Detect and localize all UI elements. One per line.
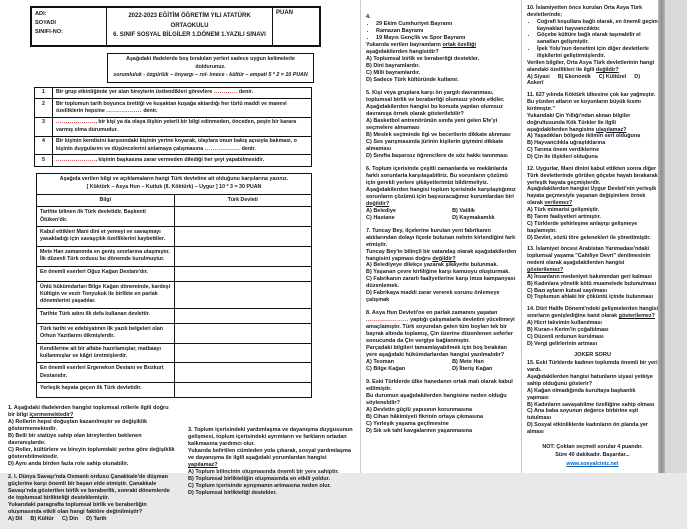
question-15 (527, 360, 658, 435)
fill-row-number: 3 (35, 117, 53, 136)
matching-info-cell: En önemli eserleri Ergenekon Destanı ve Bozkurt Destanıdır. (37, 363, 175, 383)
question-7 (366, 228, 517, 305)
option: D) Sadece Türk kültüründe kutlanır. (366, 76, 459, 83)
option: A) Hicri takvimin kullanılması (527, 319, 602, 326)
question-number: 10. İslamiyetten önce kurulan Orta Asya Türk devletlerinde; (527, 5, 643, 18)
bullet-item: • Coğrafi koşullara bağlı olarak, en önemli geçim kaynakları hayvancılıktır. (537, 19, 658, 33)
question-bullets (366, 21, 517, 42)
question-lead: 3. Toplum içerisindeki yardımlaşma ve dayanışma duygusunun gelişmesi, toplum içerisindeki ayrımların ve farkların ortadan kalkmasına yardımcı olur. (188, 427, 353, 448)
option: C) Türklerde şehirleşme anlayışı gelişmeye başlamıştır. (527, 220, 638, 234)
question-2 (8, 474, 176, 523)
bullet-item: • İpek Yolu'nun denetimi için diğer devletlerle ilişkilerini geliştirmişlerdir. (537, 46, 658, 60)
name-label: ADI: (35, 11, 47, 17)
question-stem: 1. Aşağıdaki ifadelerden hangisi toplumsal rollerle ilgili doğru bir bilgi içermemektedir? (8, 405, 169, 419)
option: C) Düzenli ordunun kurulması (527, 333, 604, 340)
option: A) Devletin güçlü yapısının korunmasına (366, 407, 473, 414)
question-1 (8, 405, 176, 468)
matching-row (37, 323, 312, 343)
footer-note-line1: NOT: Çoktan seçmeli sorular 4 puandır. (542, 443, 643, 450)
question-number: 4. (366, 14, 371, 20)
option: C) Tarıma önem verdiklerine (527, 147, 600, 154)
matching-answer-cell (174, 323, 312, 343)
exam-title-line2: 6. SINIF SOSYAL BİLGİLER 1.DÖNEM 1.YAZILI SINAVI (113, 32, 266, 39)
option: B) Kültür (30, 515, 54, 522)
question-9 (366, 379, 517, 435)
matching-header-row (37, 194, 312, 206)
option: B) Toplumsal birlikteliğin oluşmasında en etkili yoldur. (188, 476, 331, 483)
option: C) Fabrikanın zararlı faaliyetlerine karşı imza kampanyası düzenlemek. (366, 276, 516, 290)
question-options (527, 74, 658, 88)
matching-info-cell: Tarihte bilinen ilk Türk devletidir. Başkenti Ötüken'dir. (37, 207, 175, 227)
option: D) Toplumun ahlaki bir çöküntü içinde bulunması (527, 294, 653, 301)
matching-answer-cell (174, 266, 312, 281)
option: C) Bazı ayların kutsal sayılması (527, 287, 607, 294)
matching-row (37, 266, 312, 281)
fill-row-text: Bir toplumun tarih boyunca ürettiği ve kuşaktan kuşağa aktardığı her türlü maddi ve manevi özelliklerin hepsine .................. denir. (53, 99, 312, 118)
matching-info-cell: Kabul ettikleri Mani dini et yemeyi ve savaşmayı yasakladığı için savaşçılık özelliklerini kaybettiler. (37, 226, 175, 246)
option: A) Türk mimarisi gelişmiştir. (527, 207, 600, 214)
exam-column-1 (8, 6, 357, 529)
option: D) Devlet, sözlü töre gelenekleri ile yönetilmiştir. (527, 234, 651, 241)
question-8 (366, 310, 517, 373)
option: D) Aynı anda birden fazla role sahip olunabilir. (8, 461, 129, 468)
fill-row-number: 5 (35, 155, 53, 166)
question-13 (527, 246, 658, 301)
question-stem: Yukarıdaki Çin Yıllığı'ndan alınan bilgiler doğrultusunda Kök Türkler ile ilgili aşağıdakilerden hangisine ulaşılamaz? (527, 112, 631, 133)
fill-instruction-box (107, 53, 314, 83)
option: A) Belediye (366, 207, 396, 214)
question-row-1-3 (8, 405, 357, 529)
question-stem: Yukarıdaki paragrafta toplumsal birlik ve beraberliğin oluşmasında etkili olan hangi faktöre değinilmiştir? (8, 502, 147, 515)
matching-row (37, 363, 312, 383)
fill-row-text: Bir kişinin kendisini karşısındaki kişinin yerine koyarak, olaylara onun bakış açısıyla bakması, o kişinin duygularını ve düşüncelerini anlamaya çalışmasına .................. denir. (53, 136, 312, 155)
option: D) Fabrikaya maddi zarar vererek sorunu önlemeye çalışmak (366, 290, 500, 304)
question-11 (527, 92, 658, 161)
question-stem: Bu durumun aşağıdakilerden hangisine neden olduğu söylenebilir? (366, 393, 507, 407)
matching-info-cell: Yerleşik hayata geçen ilk Türk devletidir. (37, 383, 175, 398)
question-4 (366, 14, 517, 84)
fill-row (35, 117, 312, 136)
column-divider-1 (360, 0, 361, 473)
option: D) Toplumsal birlikteliği destekler. (188, 490, 277, 497)
question-lead: 15. Eski Türklerde kadının toplumda önemli bir yeri vardı. (527, 360, 658, 374)
question-subcolumn-right (188, 405, 356, 529)
option: D) Vergi gelirlerinin artması (527, 340, 598, 347)
option: B) Mete Han (452, 359, 484, 366)
fill-row-text: Bir grup etkinliğinde yer alan bireylerin üstlendikleri görevlere ............ denir. (53, 87, 312, 98)
question-lead: 5. Kişi veya gruplara karşı ön yargılı davranması, toplumsal birlik ve beraberliği olumsuz yönde etkiler. (366, 89, 505, 103)
question-options (366, 359, 517, 373)
option: C) Ses yarışmasında jürinin kişilerin giyimini dikkate almaması (366, 138, 504, 152)
question-10 (527, 5, 658, 87)
question-subcolumn-left (8, 405, 176, 529)
score-label: PUAN (276, 10, 294, 16)
fill-table (34, 87, 312, 167)
question-stem: 13. İslamiyet öncesi Arabistan Yarımadası'ndaki toplumsal yaşama "Cahiliye Devri" denilmesinin nedeni olarak aşağıdakilerden hangisi gösterilemez? (527, 246, 651, 273)
page-outer-background (665, 0, 687, 473)
fill-row-number: 4 (35, 136, 53, 155)
option: D) İlteriş Kağan (452, 366, 493, 373)
exam-column-2 (366, 14, 517, 441)
option: C) Hastane (366, 214, 395, 221)
question-lead: 12. Uygurlar, Mani dinini kabul ettikten sonra diğer Türk devletlerinde görülen göçebe hayatı bırakarak yerleşik hayata geçmişlerdir. (527, 165, 658, 186)
fill-row (35, 136, 312, 155)
option: D) Sık sık taht kavgalarının yaşanmasına (366, 428, 473, 435)
matching-word-bank: [ Köktürk – Asya Hun – Kutluk (II. Köktürk) – Uygur ] 10 * 3 = 30 PUAN (86, 183, 262, 190)
option: B) Hayvancılıkla uğraştıklarına (527, 140, 606, 147)
option: D) Tarih (86, 515, 107, 522)
student-info-cell (32, 8, 107, 45)
fill-row-number: 1 (35, 87, 53, 98)
question-options (8, 516, 176, 523)
option: B) Belli bir statüye sahip olan bireylerden beklenen davranışlardır. (8, 433, 142, 447)
question-stem: Parçadaki bilgileri tamamlayabilmek için boş bırakılan yere aşağıdaki hükümdarlardan hangisi yazılmalıdır? (366, 345, 507, 359)
exam-column-3 (527, 5, 658, 469)
matching-answer-cell (174, 383, 312, 398)
matching-row (37, 246, 312, 266)
matching-instruction: Aşağıda verilen bilgi ve açıklamaların hangi Türk devletine ait olduğunu karşılarına yazınız. (59, 175, 289, 182)
bullet-item: • Ramazan Bayramı (376, 28, 517, 35)
option: B) Ekonomik (557, 73, 591, 80)
bullet-item: • 19 Mayıs Gençlik ve Spor Bayramı (376, 35, 517, 42)
matching-info-cell: Kendilerine ait bir alfabe hazırlamışlar, matbaayı kullanmışlar ve kâğıt üretmişlerdir. (37, 343, 175, 363)
question-stem: Verilen bilgiler, Orta Asya Türk devletlerinin hangi alandaki özellikleri ile ilgili değildir? (527, 59, 655, 73)
question-stem: Tuncay Bey'in bilinçli bir vatandaş olarak aşağıdakilerden hangisini yapması doğru değildir? (366, 248, 517, 262)
option: A) Siyasi (527, 73, 550, 80)
question-14 (527, 306, 658, 347)
option: B) Dini bayramlardır. (366, 62, 420, 69)
surname-label: SOYADI (35, 19, 56, 26)
matching-answer-cell (174, 281, 312, 308)
question-lead: 7. Tuncay Bey, ilçelerine kurulan yeni fabrikanın atıklarından dolayı ilçede bulunan nehrin kirlendiğini fark etmiştir. (366, 227, 516, 248)
question-list-right (527, 5, 658, 436)
matching-row (37, 207, 312, 227)
option: B) Meslek seçiminde ilgi ve becerilerin dikkate alınması (366, 131, 511, 138)
fill-row (35, 87, 312, 98)
matching-info-cell: Ünlü hükümdarları Bilge Kağan döneminde, kardeşi Kültigin ve vezir Tonyukuk ile birlikte en parlak dönemlerini yaşadılar. (37, 281, 175, 308)
matching-col-answer: Türk Devleti (174, 194, 312, 206)
matching-col-info: Bilgi (37, 194, 175, 206)
matching-answer-cell (174, 308, 312, 323)
option: D) Askerî (527, 73, 640, 87)
exam-header-table (30, 6, 321, 47)
option: A) Dil (8, 515, 23, 522)
fill-row (35, 99, 312, 118)
fill-row-number: 2 (35, 99, 53, 118)
option: A) İnsanların medeniyet bakımından geri kalması (527, 273, 652, 280)
question-6 (366, 166, 517, 222)
page-edge-shadow (658, 0, 665, 473)
question-stem: Aşağıdakilerden hangisi toplum içerisinde karşılaştığımız sorunların çözümü için başvuracağımız kurumlardan biri değildir? (366, 186, 516, 207)
question-stem: Aşağıdakilerden hangisi hatunların siyasi yetkiye sahip olduğunu gösterir? (527, 374, 653, 387)
question-lead: 9. Eski Türklerde ülke hanedanın ortak malı olarak kabul edilmiştir. (366, 379, 513, 393)
option: A) Toplum bilincinin oluşmasında önemli bir yere sahiptir. (188, 469, 339, 476)
matching-info-cell: Mete Han zamanında en geniş sınırlarına ulaşmıştır. İlk düzenli Türk ordusu bu dönemde kurulmuştur. (37, 246, 175, 266)
option: B) Valilik (452, 207, 475, 214)
matching-title-cell (37, 173, 312, 194)
footer-website-link[interactable]: www.sosyalciniz.net (566, 461, 619, 468)
class-label: SINIFI-NO: (35, 28, 63, 35)
matching-answer-cell (174, 207, 312, 227)
matching-row (37, 281, 312, 308)
option: A) Toplumsal birlik ve beraberliği destekler. (366, 55, 480, 62)
joker-heading: JOKER SORU (574, 352, 611, 359)
question-12 (527, 166, 658, 241)
matching-answer-cell (174, 363, 312, 383)
question-options (366, 208, 517, 222)
option: A) Kağan olmadığında kurultaya başkanlık yapması (527, 387, 636, 401)
bullet-item: • Göçebe kültüre bağlı olarak taşınabilir el sanatları gelişmiştir. (537, 32, 658, 46)
question-5 (366, 90, 517, 160)
option: B) Yaşanan çevre kirliliğine karşı kamuoyu oluşturmak. (366, 269, 510, 276)
score-cell (272, 8, 319, 45)
bullet-item: • 29 Ekim Cumhuriyet Bayramı (376, 21, 517, 28)
matching-answer-cell (174, 343, 312, 363)
option: A) Teoman (366, 359, 395, 366)
fill-row-text: ...................., kişinin başkasına zarar vermeden dilediği her şeyi yapabilmesidir. (53, 155, 312, 166)
matching-answer-cell (174, 226, 312, 246)
question-lead: 8. Asya Hun Devleti'ne en parlak zamanını yaşatan ..................... yaptığı çalışmalarla devletini yüceltmeyi amaçlamıştır. Türk soyundan gelen tüm boyları tek bir bayrak altında toplamış, Çin üzerine düzenlenen seferler sonucunda da Çin vergiye bağlanmıştır. (366, 310, 515, 345)
option: D) Çin ile ilişkileri olduğuna (527, 154, 598, 161)
option: A) Belediyeye dilekçe yazarak şikâyette bulunmak. (366, 262, 499, 269)
question-3 (188, 427, 356, 497)
option: B) Kadınların savaşabilme özelliğine sahip olması (527, 401, 655, 408)
option: C) Bilge Kağan (366, 366, 406, 373)
matching-table (36, 173, 312, 398)
question-stem: Yukarıda belirtilen cümleden yola çıkarak, sosyal yardımlaşma ve dayanışma ile ilgili aşağıdaki yorumlardan hangisi yapılamaz? (188, 448, 351, 469)
option: B) Kadınlara yönelik kötü muamelede bulunulması (527, 280, 657, 287)
option: A) Rollerin hepsi doğuştan kazanılmıştır ve değişiklik göstermemektedir. (8, 419, 148, 433)
option: B) Kuran-ı Kerim'in çoğaltılması (527, 326, 609, 333)
option: C) Milli bayramlardır. (366, 69, 421, 76)
footer-note-line2: Süre 40 dakikadır. Başarılar... (555, 452, 630, 459)
option: D) Kaymakamlık (452, 214, 495, 221)
matching-title-row (37, 173, 312, 194)
option: A) Yaşadıkları bölgede iklimin sert olduğuna (527, 133, 641, 140)
exam-title-line1: 2022-2023 EĞİTİM ÖĞRETİM YILI ATATÜRK ORTAOKULU (128, 13, 251, 29)
option: C) Kültürel (598, 73, 627, 80)
matching-answer-cell (174, 246, 312, 266)
matching-info-cell: Tarihte Türk adını ilk defa kullanan devlettir. (37, 308, 175, 323)
question-stem: Aşağıdakilerden hangisi Uygur Devleti'nin yerleşik hayata geçmesiyle yaşanan değişimlere örnek olarak verilemez? (527, 186, 657, 207)
option: A) Basketbol antrenörünün sınıfa yeni gelen Efe'yi seçmelere almaması (366, 117, 498, 131)
option: C) Toplum içerisinde ayrışmanın artmasına neden olur. (188, 483, 331, 490)
option: B) Tarım faaliyetleri artmıştır. (527, 213, 601, 220)
fill-row (35, 155, 312, 166)
matching-row (37, 383, 312, 398)
option: C) Ana baba soyunun değerce birbirine eşit tutulması (527, 408, 639, 422)
column-divider-2 (521, 0, 522, 473)
fill-word-bank: sorumluluk - özgürlük – önyargı – rol- imece - kültür – empati 5 * 2 = 10 PUAN (113, 71, 308, 78)
matching-row (37, 226, 312, 246)
fill-instruction: Aşağıdaki ifadelerde boş bırakılan yerleri sadece uygun kelimelerle doldurunuz. (126, 55, 295, 70)
option: C) Roller, kültürlere ve bireyin toplumdaki yerine göre değişiklik gösterebilmektedir. (8, 447, 175, 461)
fill-row-text: ...................., bir kişi ya da olaya ilişkin yeterli bir bilgi edinmeden, önceden, peşin bir karara varmış olma durumudur. (53, 117, 312, 136)
question-lead: 11. 627 yılında Köktürk ülkesine çok kar yağmıştır. Bu yüzden atların ve koyunların büyük kısmı kırılmıştır." (527, 92, 656, 113)
matching-row (37, 308, 312, 323)
question-stem: Aşağıdakilerden hangisi bu konuda yapılan olumsuz davranışa örnek olarak gösterilebilir? (366, 103, 503, 117)
question-lead: 2. I. Dünya Savaşı'nda Osmanlı ordusu Çanakkale'de düşman güçlerine karşı önemli bir başarı elde etmiştir. Çanakkale Savaşı'nda gösterilen birlik ve beraberlik, sonraki dönemlerde de toplumsal birlikteliği desteklemiştir. (8, 474, 170, 502)
option: B) Cihan hâkimiyeti fikrinin ortaya çıkmasına (366, 414, 484, 421)
option: C) Din (61, 515, 79, 522)
option: C) Yerleşik yaşama geçilmesine (366, 421, 449, 428)
question-bullets (527, 19, 658, 60)
matching-info-cell: En önemli eserleri Oğuz Kağan Destanı'dır. (37, 266, 175, 281)
matching-info-cell: Türk tarihi ve edebiyatının ilk yazılı belgeleri olan Orhun Yazıtlarını dikmişlerdir. (37, 323, 175, 343)
question-stem: Yukarıda verilen bayramların ortak özelliği aşağıdakilerden hangisidir? (366, 41, 477, 55)
option: D) Sosyal etkinliklerde kadınların ön planda yer alması (527, 422, 649, 435)
option: D) Sınıfta başarısız öğrencilere de söz hakkı tanınması (366, 152, 508, 159)
exam-title-cell (107, 8, 272, 45)
question-lead: 6. Toplum içerisinde çeşitli zamanlarda ve mekânlarda farklı sorunlarla karşılaşabiliriz. Bu sorunların çözümü için gerekli yerlere şikâyetlerimizi bildirmeliyiz. (366, 165, 508, 186)
question-stem: 14. Dört Halife Dönemi'ndeki gelişmelerden hangisi sınırların genişlediğine kanıt olarak gösterilemez? (527, 306, 658, 320)
exam-footer (527, 443, 658, 469)
matching-row (37, 343, 312, 363)
